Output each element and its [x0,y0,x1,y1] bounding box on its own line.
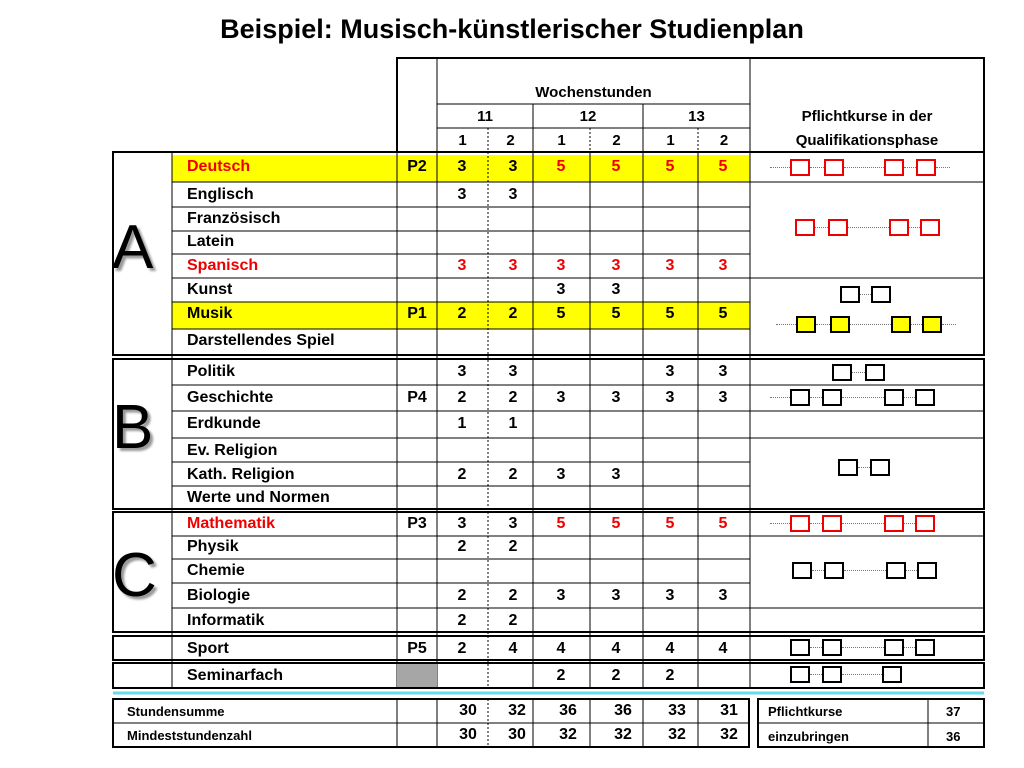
pflichtkurse-label: Pflichtkurse [768,704,843,719]
subject-name: Biologie [187,587,251,604]
hours-cell: 3 [508,515,518,532]
hours-cell: 3 [556,281,566,298]
pflichtkurs-box [822,639,842,656]
mindeststundenzahl-label: Mindeststundenzahl [127,728,252,743]
pruefungsfach-label: P2 [407,158,427,175]
pflichtkurs-box [884,515,904,532]
pflichtkurs-box [790,159,810,176]
connector-line [810,523,822,524]
hours-cell: 3 [457,186,467,203]
pflichtkurs-box [891,316,911,333]
pflichtkurs-box [838,459,858,476]
pflichtkurs-box [790,639,810,656]
connector-line [904,397,915,398]
pflichtkurs-box [822,515,842,532]
stundensumme-value: 33 [668,702,686,719]
header-semester: 2 [612,132,621,149]
header-year-12: 12 [579,108,597,125]
stundensumme-value: 32 [508,702,526,719]
pflichtkurs-box [915,389,935,406]
connector-line [852,372,865,373]
hours-cell: 2 [457,305,467,322]
hours-cell: 2 [508,538,518,555]
hours-cell: 2 [457,466,467,483]
hours-cell: 3 [718,587,728,604]
pflichtkurs-box [790,515,810,532]
pflichtkurs-box [822,389,842,406]
pflichtkurs-box [884,159,904,176]
connector-line [812,570,824,571]
hours-cell: 5 [556,158,566,175]
hours-cell: 4 [508,640,518,657]
connector-line [776,324,796,325]
hours-cell: 3 [665,389,675,406]
hours-cell: 5 [611,515,621,532]
hours-cell: 2 [508,612,518,629]
connector-line [904,167,916,168]
pflichtkurs-box [884,639,904,656]
pflichtkurs-box [915,515,935,532]
pflichtkurs-box [792,562,812,579]
hours-cell: 3 [508,257,518,274]
subject-name: Deutsch [187,158,251,175]
connector-line [904,647,915,648]
hours-cell: 2 [508,305,518,322]
pflichtkurs-box [822,666,842,683]
pflichtkurs-box [920,219,940,236]
hours-cell: 3 [718,257,728,274]
subject-name: Chemie [187,562,245,579]
pflichtkurs-box [917,562,937,579]
connector-line [842,674,882,675]
hours-cell: 3 [457,158,467,175]
pflichtkurs-box [915,639,935,656]
pflichtkurs-box [889,219,909,236]
connector-line [906,570,917,571]
hours-cell: 4 [611,640,621,657]
hours-cell: 5 [611,158,621,175]
hours-cell: 3 [718,389,728,406]
subject-name: Geschichte [187,389,274,406]
connector-line [842,397,884,398]
hours-cell: 3 [556,257,566,274]
hours-cell: 2 [457,640,467,657]
header-wochenstunden: Wochenstunden [535,84,652,101]
pflichtkurs-box [922,316,942,333]
connector-line [850,324,891,325]
subject-name: Sport [187,640,229,657]
hours-cell: 3 [508,158,518,175]
header-semester: 2 [719,132,729,149]
pflichtkurs-box [828,219,848,236]
pflichtkurs-box [795,219,815,236]
hours-cell: 2 [508,587,518,604]
pflichtkurs-box [871,286,891,303]
subject-name: Spanisch [187,257,259,274]
hours-cell: 2 [556,667,566,684]
hours-cell: 4 [718,640,728,657]
hours-cell: 3 [611,281,621,298]
subject-name: Werte und Normen [187,489,330,506]
header-year-13: 13 [688,108,705,125]
stundensumme-value: 36 [614,702,632,719]
subject-name: Politik [187,363,236,380]
connector-line [842,647,884,648]
hours-cell: 3 [457,257,467,274]
hours-cell: 5 [665,158,675,175]
hours-cell: 3 [556,466,566,483]
header-semester: 1 [458,132,467,149]
header-semester: 1 [557,132,566,149]
page-title: Beispiel: Musisch-künstlerischer Studienplan [220,14,804,44]
hours-cell: 5 [556,515,566,532]
subject-name: Musik [187,305,233,322]
subject-name: Erdkunde [187,415,261,432]
group-label-a: A [112,213,154,282]
pflichtkurs-box [830,316,850,333]
subject-name: Darstellendes Spiel [187,332,335,349]
connector-line [810,397,822,398]
stundensumme-value: 30 [459,702,477,719]
hours-cell: 5 [611,305,621,322]
connector-line [770,523,790,524]
hours-cell: 3 [457,363,467,380]
connector-line [770,167,790,168]
pflichtkurs-box [840,286,860,303]
subject-name: Englisch [187,186,254,203]
connector-line [844,570,886,571]
pflichtkurs-box [884,389,904,406]
header-semester: 1 [666,132,675,149]
hours-cell: 3 [611,257,621,274]
connector-line [816,324,830,325]
stundensumme-value: 36 [559,702,577,719]
subject-name: Informatik [187,612,265,629]
subject-name: Latein [187,233,235,250]
stundensumme-label: Stundensumme [127,704,225,719]
pflichtkurs-box [865,364,885,381]
mindeststundenzahl-value: 32 [720,726,738,743]
pflichtkurs-box [790,389,810,406]
header-pflichtkurse-line2: Qualifikationsphase [795,132,939,149]
connector-line [858,467,870,468]
hours-cell: 4 [665,640,675,657]
pflichtkurs-box [790,666,810,683]
einzubringen-value: 36 [946,729,961,744]
mindeststundenzahl-value: 32 [614,726,632,743]
pflichtkurs-box [832,364,852,381]
hours-cell: 5 [665,305,675,322]
connector-line [848,227,889,228]
hours-cell: 2 [457,538,467,555]
pruefungsfach-label: P3 [407,515,427,532]
mindeststundenzahl-value: 30 [459,726,477,743]
connector-line [842,523,884,524]
hours-cell: 2 [508,466,518,483]
hours-cell: 5 [718,305,728,322]
connector-line [904,523,915,524]
pflichtkurs-box [886,562,906,579]
pruefungsfach-label: P4 [407,389,427,406]
hours-cell: 3 [611,466,621,483]
hours-cell: 2 [508,389,518,406]
hours-cell: 2 [611,667,621,684]
pflichtkurs-box [824,562,844,579]
hours-cell: 3 [665,363,675,380]
subject-name: Kunst [187,281,233,298]
pflichtkurs-box [870,459,890,476]
hours-cell: 3 [665,257,675,274]
mindeststundenzahl-value: 32 [668,726,686,743]
hours-cell: 2 [665,667,675,684]
group-label-b: B [112,393,154,462]
connector-line [909,227,920,228]
hours-cell: 3 [611,587,621,604]
pruefungsfach-label: P1 [407,305,427,322]
header-semester: 2 [506,132,515,149]
hours-cell: 5 [665,515,675,532]
hours-cell: 3 [718,363,728,380]
hours-cell: 1 [457,415,467,432]
subject-name: Seminarfach [187,667,284,684]
einzubringen-label: einzubringen [768,729,849,744]
subject-name: Mathematik [187,515,276,532]
pruefungsfach-label: P5 [407,640,427,657]
pflichtkurse-value: 37 [946,704,961,719]
stundensumme-value: 31 [720,702,738,719]
hours-cell: 3 [665,587,675,604]
mindeststundenzahl-value: 30 [508,726,526,743]
connector-line [942,324,956,325]
connector-line [810,167,824,168]
header-pflichtkurse-line1: Pflichtkurse in der [801,108,933,125]
subject-name: Physik [187,538,239,555]
pflichtkurs-box [916,159,936,176]
hours-cell: 5 [718,515,728,532]
subject-name: Ev. Religion [187,442,278,459]
subject-name: Kath. Religion [187,466,295,483]
hours-cell: 3 [556,389,566,406]
pflichtkurs-box [882,666,902,683]
hours-cell: 3 [508,363,518,380]
hours-cell: 2 [457,612,467,629]
connector-line [770,397,790,398]
pflichtkurs-box [824,159,844,176]
hours-cell: 2 [457,587,467,604]
connector-line [936,167,950,168]
hours-cell: 4 [556,640,566,657]
subject-name: Französisch [187,210,281,227]
hours-cell: 3 [457,515,467,532]
pflichtkurs-box [796,316,816,333]
connector-line [860,294,871,295]
hours-cell: 2 [457,389,467,406]
hours-cell: 3 [611,389,621,406]
hours-cell: 1 [508,415,518,432]
hours-cell: 5 [718,158,728,175]
hours-cell: 3 [508,186,518,203]
group-label-c: C [112,541,157,610]
connector-line [911,324,922,325]
header-year-11: 11 [477,108,493,125]
hours-cell: 3 [556,587,566,604]
connector-line [815,227,828,228]
connector-line [810,674,822,675]
mindeststundenzahl-value: 32 [559,726,577,743]
hours-cell: 5 [556,305,566,322]
connector-line [810,647,822,648]
connector-line [844,167,884,168]
